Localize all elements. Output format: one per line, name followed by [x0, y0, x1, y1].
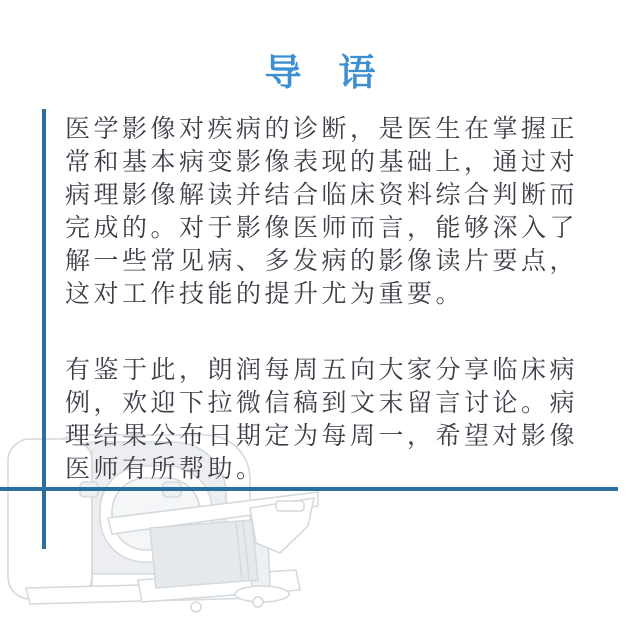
intro-text-block	[65, 112, 578, 485]
intro-paragraph-2: 有鉴于此，朗润每周五向大家分享临床病例，欢迎下拉微信稿到文末留言讨论。病理结果公布日期定为每周一，希望对影像医师有所帮助。	[65, 355, 579, 483]
vertical-accent-line	[42, 109, 46, 549]
page-title: 导 语	[264, 51, 388, 94]
horizontal-accent-line	[0, 487, 618, 491]
intro-paragraph-1: 医学影像对疾病的诊断，是医生在掌握正常和基本病变影像表现的基础上，通过对病理影像解读并结合临床资料综合判断而完成的。对于影像医师而言，能够深入了解一些常见病、多发病的影像读片要点，这对工作技能的提升尤为重要。	[65, 114, 579, 308]
